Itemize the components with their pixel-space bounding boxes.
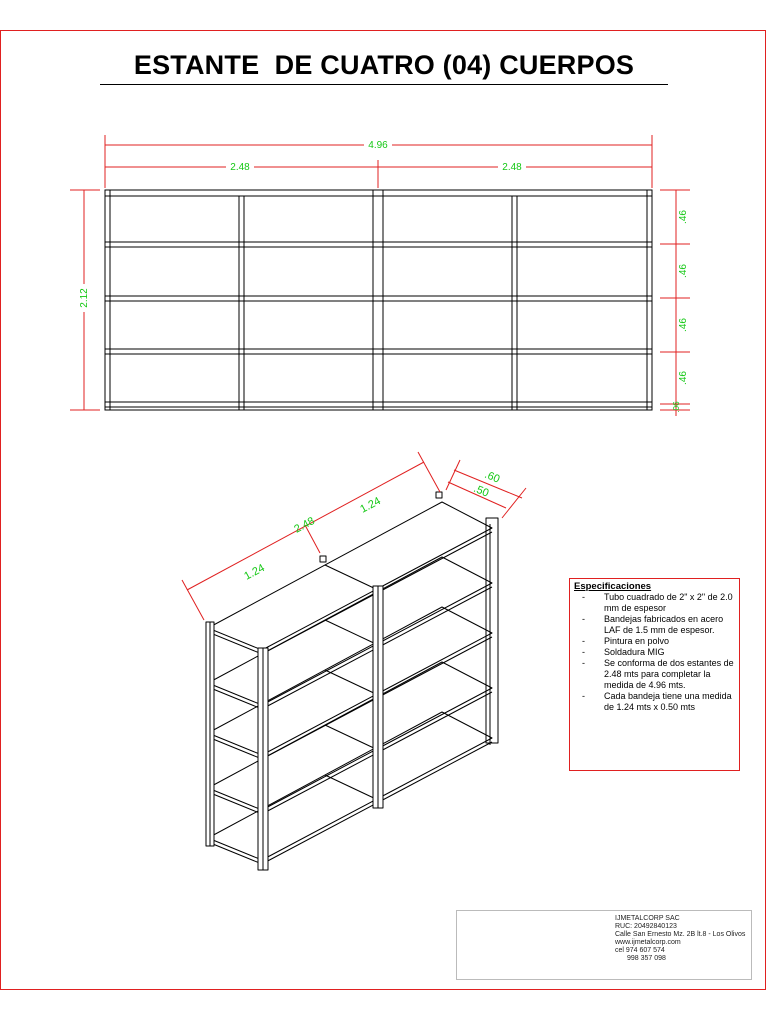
company-web: www.ijmetalcorp.com [615,939,681,946]
front-dimensions [70,135,690,416]
front-outline [105,190,652,410]
spec-item: - Tubo cuadrado de 2" x 2" de 2.0 mm de espesor [582,592,733,613]
company-phone-2: 998 357 098 [627,955,666,962]
dim-total-width: 4.96 [368,140,388,151]
specs-heading: Especificaciones [574,581,652,592]
dim-shelf-4: .46 [678,371,689,385]
dim-shelf-3: .46 [678,318,689,332]
dim-half-right: 2.48 [502,162,522,173]
dim-bottom-gap: .06 [672,401,681,413]
dim-iso-total: 2.48 [292,515,317,536]
dim-iso-depth-inner: .50 [471,482,491,500]
iso-dimensions [182,452,526,620]
dim-iso-seg-2: 1.24 [358,495,383,516]
company-ruc: RUC: 20492840123 [615,923,677,930]
specifications-box [569,578,740,771]
company-name: IJMETALCORP SAC [615,915,680,922]
spec-item: - Cada bandeja tiene una medida de 1.24 mts x 0.50 mts [582,691,732,712]
iso-dimension-labels [242,469,501,583]
spec-item: - Se conforma de dos estantes de 2.48 mts para completar la medida de 4.96 mts. [582,658,734,690]
specs-list [574,592,735,713]
dim-iso-seg-1: 1.24 [242,562,267,583]
spec-item: - Pintura en polvo [582,636,670,646]
company-phone-1: cel 974 607 574 [615,947,665,954]
dim-shelf-1: .46 [678,210,689,224]
dim-height: 2.12 [79,288,90,308]
page-title: ESTANTE DE CUATRO (04) CUERPOS [133,50,635,80]
front-view [105,190,652,410]
spec-item: - Bandejas fabricados en acero LAF de 1.5 mm de espesor. [582,614,724,635]
company-title-block [456,910,752,980]
dim-shelf-2: .46 [678,264,689,278]
dim-iso-depth-outer: .60 [482,468,502,486]
iso-view [206,492,498,870]
spec-item: - Soldadura MIG [582,647,665,657]
dim-half-left: 2.48 [230,162,250,173]
company-address: Calle San Ernesto Mz. 2B lt.8 - Los Olivos [615,931,746,938]
